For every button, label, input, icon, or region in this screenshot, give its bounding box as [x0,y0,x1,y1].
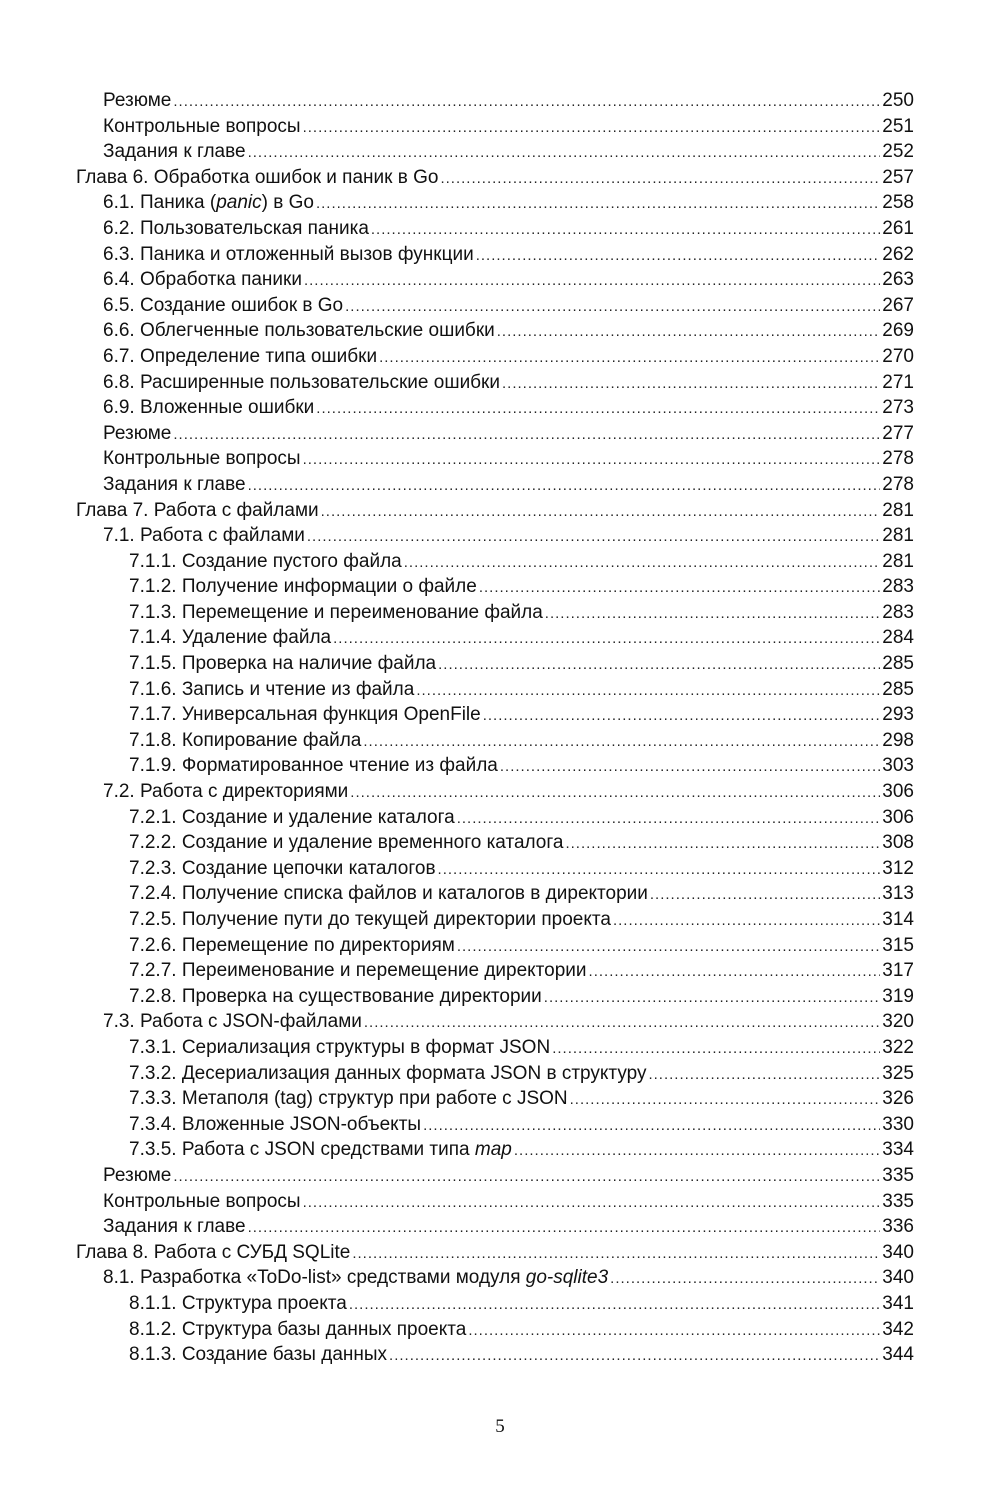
toc-entry-title-text: 7.1.2. Получение информации о файле [129,576,477,598]
toc-entry-page: 336 [882,1216,914,1238]
toc-dot-leader [423,1113,880,1139]
toc-entry-title [129,1291,347,1317]
toc-entry-title [129,805,455,831]
toc-dot-leader [389,1343,880,1369]
toc-entry-title-text: 7.3.5. Работа с JSON средствами типа [129,1139,475,1161]
toc-section-entry [76,293,914,319]
toc-entry-title [103,446,301,472]
toc-dot-leader [333,626,880,652]
toc-dot-leader [545,601,881,627]
toc-entry-title [129,881,648,907]
toc-entry-title [103,139,246,165]
toc-dot-leader [364,1010,880,1036]
toc-entry-page: 283 [882,601,914,623]
toc-entry-page: 335 [882,1190,914,1212]
toc-dot-leader [565,831,880,857]
toc-entry-title-italic: go-sqlite3 [525,1267,609,1289]
toc-section-entry [76,242,914,268]
toc-dot-leader [552,1036,880,1062]
toc-entry-title [129,933,455,959]
toc-entry-title-text: Контрольные вопросы [103,1190,301,1212]
toc-subsection-entry [76,625,914,651]
toc-entry-page: 281 [882,525,914,547]
toc-entry-title [129,856,436,882]
toc-subsection-entry [76,651,914,677]
toc-entry-title [76,498,319,524]
toc-entry-title-text: 7.1.3. Перемещение и переименование файла [129,601,543,623]
toc-entry-title [129,728,361,754]
toc-dot-leader [610,1266,880,1292]
toc-dot-leader [316,396,880,422]
toc-entry-title [129,600,543,626]
toc-dot-leader [248,140,881,166]
toc-entry-title [103,190,314,216]
toc-dot-leader [363,729,880,755]
toc-entry-page: 262 [882,243,914,265]
toc-entry-title-text: 6.7. Определение типа ошибки [103,345,378,367]
toc-entry-page: 269 [882,320,914,342]
toc-section-entry [76,779,914,805]
toc-entry-title [129,702,481,728]
toc-section-entry [76,88,914,114]
toc-entry-page: 322 [882,1036,914,1058]
toc-entry-title [129,549,402,575]
toc-section-entry [76,190,914,216]
toc-entry-page: 298 [882,729,914,751]
toc-entry-title [129,958,587,984]
toc-entry-page: 335 [882,1164,914,1186]
toc-entry-title [103,216,369,242]
toc-entry-title [129,984,542,1010]
toc-subsection-entry [76,702,914,728]
toc-entry-title-text: 6.2. Пользовательская паника [103,217,369,239]
toc-subsection-entry [76,574,914,600]
toc-entry-title-text: 6.4. Обработка паники [103,269,302,291]
toc-dot-leader [303,115,881,141]
toc-entry-page: 281 [882,499,914,521]
toc-entry-page: 293 [882,704,914,726]
toc-entry-title-text: Резюме [103,90,172,111]
toc-entry-page: 257 [882,166,914,188]
toc-dot-leader [500,754,880,780]
toc-section-entry [76,472,914,498]
toc-dot-leader [457,934,880,960]
toc-section-entry [76,1189,914,1215]
toc-dot-leader [476,243,881,269]
toc-entry-page: 341 [882,1292,914,1314]
toc-entry-title [103,421,171,447]
toc-entry-title [129,651,436,677]
toc-entry-title [76,165,438,191]
toc-subsection-entry [76,1035,914,1061]
toc-entry-title-text: 7.1.6. Запись и чтение из файла [129,678,415,700]
toc-section-entry [76,318,914,344]
toc-entry-title-text: 7.2.6. Перемещение по директориям [129,934,455,956]
toc-section-entry [76,1163,914,1189]
toc-entry-title [76,1240,350,1266]
toc-entry-title [103,1214,246,1240]
toc-entry-page: 326 [882,1088,914,1110]
toc-entry-title-text: 7.2.4. Получение списка файлов и каталогов в директории [129,883,648,905]
toc-section-entry [76,395,914,421]
toc-entry-title-text: 6.8. Расширенные пользовательские ошибки [103,371,500,393]
toc-entry-page: 271 [882,371,914,393]
toc-entry-title [103,523,305,549]
toc-entry-title-text: Задания к главе [103,141,246,163]
toc-entry-title [103,472,246,498]
toc-section-entry [76,1265,914,1291]
toc-entry-title [129,1061,646,1087]
toc-entry-page: 278 [882,473,914,495]
toc-entry-title-text: 6.1. Паника ( [103,192,217,214]
toc-entry-page: 303 [882,755,914,777]
toc-entry-title-text: Задания к главе [103,473,246,495]
toc-entry-title-text: 7.1.9. Форматированное чтение из файла [129,755,498,777]
toc-entry-page: 317 [882,960,914,982]
toc-entry-title-text: 7.1.5. Проверка на наличие файла [129,653,437,675]
toc-entry-title-text: Резюме [103,1164,172,1186]
toc-dot-leader [248,1215,881,1241]
toc-entry-page: 320 [882,1011,914,1033]
toc-subsection-entry [76,1112,914,1138]
toc-dot-leader [304,268,880,294]
toc-entry-page: 267 [882,294,914,316]
toc-entry-title [129,625,331,651]
page-number: 5 [495,1416,505,1437]
toc-subsection-entry [76,907,914,933]
toc-section-entry [76,344,914,370]
toc-dot-leader [613,908,880,934]
toc-entry-title-italic: panic [216,192,262,214]
toc-entry-title-text: 7.2.5. Получение пути до текущей директории проекта [129,909,611,930]
toc-entry-page: 314 [882,909,914,930]
toc-entry-title-text: 8.1. Разработка «ToDo-list» средствами модуля [103,1267,526,1289]
toc-entry-title-text: 7.2.3. Создание цепочки каталогов [129,857,436,879]
toc-dot-leader [497,319,881,345]
toc-entry-title [103,1189,301,1215]
toc-section-entry [76,523,914,549]
toc-chapter-entry [76,165,914,191]
toc-entry-title-text: 6.3. Паника и отложенный вызов функции [103,243,474,265]
toc-subsection-entry [76,1342,914,1368]
toc-entry-title-text: 6.6. Облегченные пользовательские ошибки [103,320,495,342]
toc-section-entry [76,1214,914,1240]
toc-dot-leader [350,780,880,806]
toc-dot-leader [371,217,880,243]
toc-entry-title-text: 7.1.4. Удаление файла [129,627,332,649]
toc-dot-leader [457,806,881,832]
toc-dot-leader [589,959,881,985]
toc-entry-title-text: 7.3. Работа с JSON-файлами [103,1011,362,1033]
toc-dot-leader [379,345,880,371]
toc-section-entry [76,421,914,447]
toc-dot-leader [307,524,880,550]
toc-entry-page: 330 [882,1113,914,1135]
toc-subsection-entry [76,1086,914,1112]
toc-dot-leader [173,89,880,115]
toc-entry-title [129,753,498,779]
toc-entry-page: 340 [882,1241,914,1263]
toc-dot-leader [544,985,881,1011]
toc-entry-title-text: 7.3.4. Вложенные JSON-объекты [129,1113,422,1135]
toc-entry-page: 325 [882,1062,914,1084]
toc-entry-page: 319 [882,985,914,1007]
toc-subsection-entry [76,984,914,1010]
toc-entry-title-text: 7.3.1. Сериализация структуры в формат JSON [129,1036,551,1058]
toc-dot-leader [514,1138,880,1164]
toc-dot-leader [479,575,880,601]
toc-entry-title [103,267,302,293]
toc-entry-title-text: 7.1. Работа с файлами [103,525,305,547]
toc-subsection-entry [76,881,914,907]
toc-entry-title-text: 7.1.1. Создание пустого файла [129,550,402,572]
toc-entry-title-text: 7.3.2. Десериализация данных формата JSON в структуру [129,1062,647,1084]
toc-entry-title-text: 7.3.3. Метаполя (tag) структур при работе с JSON [129,1088,568,1110]
toc-entry-page: 263 [882,269,914,291]
toc-dot-leader [321,499,881,525]
toc-entry-title [103,1009,362,1035]
toc-entry-title [129,1086,568,1112]
toc-subsection-entry [76,728,914,754]
toc-entry-page: 261 [882,217,914,239]
toc-entry-page: 258 [882,192,914,214]
toc-entry-title-text: Глава 8. Работа с СУБД SQLite [76,1241,351,1263]
toc-entry-title [103,242,474,268]
toc-entry-title [103,293,343,319]
toc-entry-title [129,1112,421,1138]
toc-entry-title [129,574,477,600]
toc-dot-leader [352,1241,880,1267]
toc-entry-page: 306 [882,781,914,803]
toc-entry-title-text: 7.2.7. Переименование и перемещение директории [129,960,587,982]
toc-dot-leader [570,1087,881,1113]
toc-entry-title [103,1265,608,1291]
toc-section-entry [76,267,914,293]
toc-dot-leader [349,1292,880,1318]
toc-entry-title-text: 7.1.8. Копирование файла [129,729,362,751]
toc-entry-title [103,779,348,805]
toc-entry-title [129,830,563,856]
toc-entry-page: 315 [882,934,914,956]
toc-dot-leader [483,703,881,729]
toc-subsection-entry [76,677,914,703]
toc-section-entry [76,216,914,242]
toc-subsection-entry [76,753,914,779]
toc-entry-title [129,677,414,703]
toc-entry-page: 342 [882,1318,914,1340]
toc-entry-page: 251 [882,115,914,137]
toc-dot-leader [438,857,881,883]
toc-entry-page: 277 [882,422,914,444]
toc-dot-leader [502,371,880,397]
toc-entry-title-text: 7.2.8. Проверка на существование директории [129,985,542,1007]
toc-subsection-entry [76,549,914,575]
toc-entry-title-italic: map [474,1139,512,1161]
toc-subsection-entry [76,856,914,882]
toc-entry-title-text: 6.9. Вложенные ошибки [103,397,315,419]
toc-dot-leader [173,422,880,448]
toc-entry-title-text: Резюме [103,422,172,444]
toc-dot-leader [303,447,881,473]
toc-subsection-entry [76,600,914,626]
toc-entry-title-text: 7.1.7. Универсальная функция OpenFile [129,704,481,726]
toc-entry-title [129,907,611,933]
toc-entry-page: 278 [882,448,914,470]
toc-entry-page: 344 [882,1344,914,1366]
toc-entry-title-text: 8.1.1. Структура проекта [129,1292,347,1314]
toc-entry-page: 313 [882,883,914,905]
toc-entry-page: 283 [882,576,914,598]
toc-entry-page: 285 [882,678,914,700]
toc-entry-title-text: 7.2.1. Создание и удаление каталога [129,806,455,828]
toc-entry-title-text: Глава 6. Обработка ошибок и паник в Go [76,166,439,188]
toc-entry-page: 306 [882,806,914,828]
toc-entry-page: 252 [882,141,914,163]
toc-entry-title [103,1163,171,1189]
toc-section-entry [76,446,914,472]
toc-dot-leader [440,166,880,192]
toc-entry-page: 340 [882,1267,914,1289]
toc-entry-page: 270 [882,345,914,367]
toc-section-entry [76,370,914,396]
toc-entry-title-text: Глава 7. Работа с файлами [76,499,319,521]
toc-section-entry [76,114,914,140]
toc-entry-page: 250 [882,90,914,111]
toc-section-entry [76,139,914,165]
toc-entry-title-text: 8.1.3. Создание базы данных [129,1344,388,1366]
toc-entry-title-text: Контрольные вопросы [103,115,301,137]
toc-entry-title [129,1035,550,1061]
toc-dot-leader [404,550,881,576]
toc-entry-page: 308 [882,832,914,854]
toc-entry-title [103,88,171,114]
toc-chapter-entry [76,498,914,524]
toc-entry-title [129,1137,512,1163]
toc-entry-title [103,344,377,370]
toc-subsection-entry [76,805,914,831]
toc-entry-title-text: Задания к главе [103,1216,246,1238]
toc-dot-leader [438,652,880,678]
toc-entry-title [103,318,495,344]
toc-dot-leader [248,473,881,499]
toc-entry-title-text: 7.2.2. Создание и удаление временного каталога [129,832,564,854]
toc-entry-page: 284 [882,627,914,649]
toc-dot-leader [650,882,880,908]
toc-entry-title [129,1317,466,1343]
toc-entry-title [103,370,500,396]
toc-dot-leader [345,294,880,320]
toc-entry-title [103,395,314,421]
table-of-contents [76,88,914,1368]
toc-dot-leader [468,1318,880,1344]
toc-subsection-entry [76,1317,914,1343]
toc-section-entry [76,1009,914,1035]
toc-entry-title-text: 6.5. Создание ошибок в Go [103,294,344,316]
toc-entry-title [129,1342,387,1368]
toc-subsection-entry [76,1291,914,1317]
toc-dot-leader [416,678,880,704]
toc-entry-page: 273 [882,397,914,419]
toc-dot-leader [303,1190,881,1216]
toc-entry-page: 281 [882,550,914,572]
toc-dot-leader [648,1062,880,1088]
toc-entry-title-text: Контрольные вопросы [103,448,301,470]
toc-chapter-entry [76,1240,914,1266]
toc-entry-title [103,114,301,140]
toc-subsection-entry [76,958,914,984]
toc-entry-page: 334 [882,1139,914,1161]
toc-subsection-entry [76,1137,914,1163]
toc-entry-title-suffix: ) в Go [261,192,314,214]
toc-entry-page: 285 [882,653,914,675]
toc-entry-title-text: 8.1.2. Структура базы данных проекта [129,1318,467,1340]
toc-subsection-entry [76,1061,914,1087]
toc-entry-page: 312 [882,857,914,879]
toc-entry-title-text: 7.2. Работа с директориями [103,781,349,803]
toc-dot-leader [316,191,880,217]
toc-subsection-entry [76,933,914,959]
toc-dot-leader [173,1164,880,1190]
toc-subsection-entry [76,830,914,856]
